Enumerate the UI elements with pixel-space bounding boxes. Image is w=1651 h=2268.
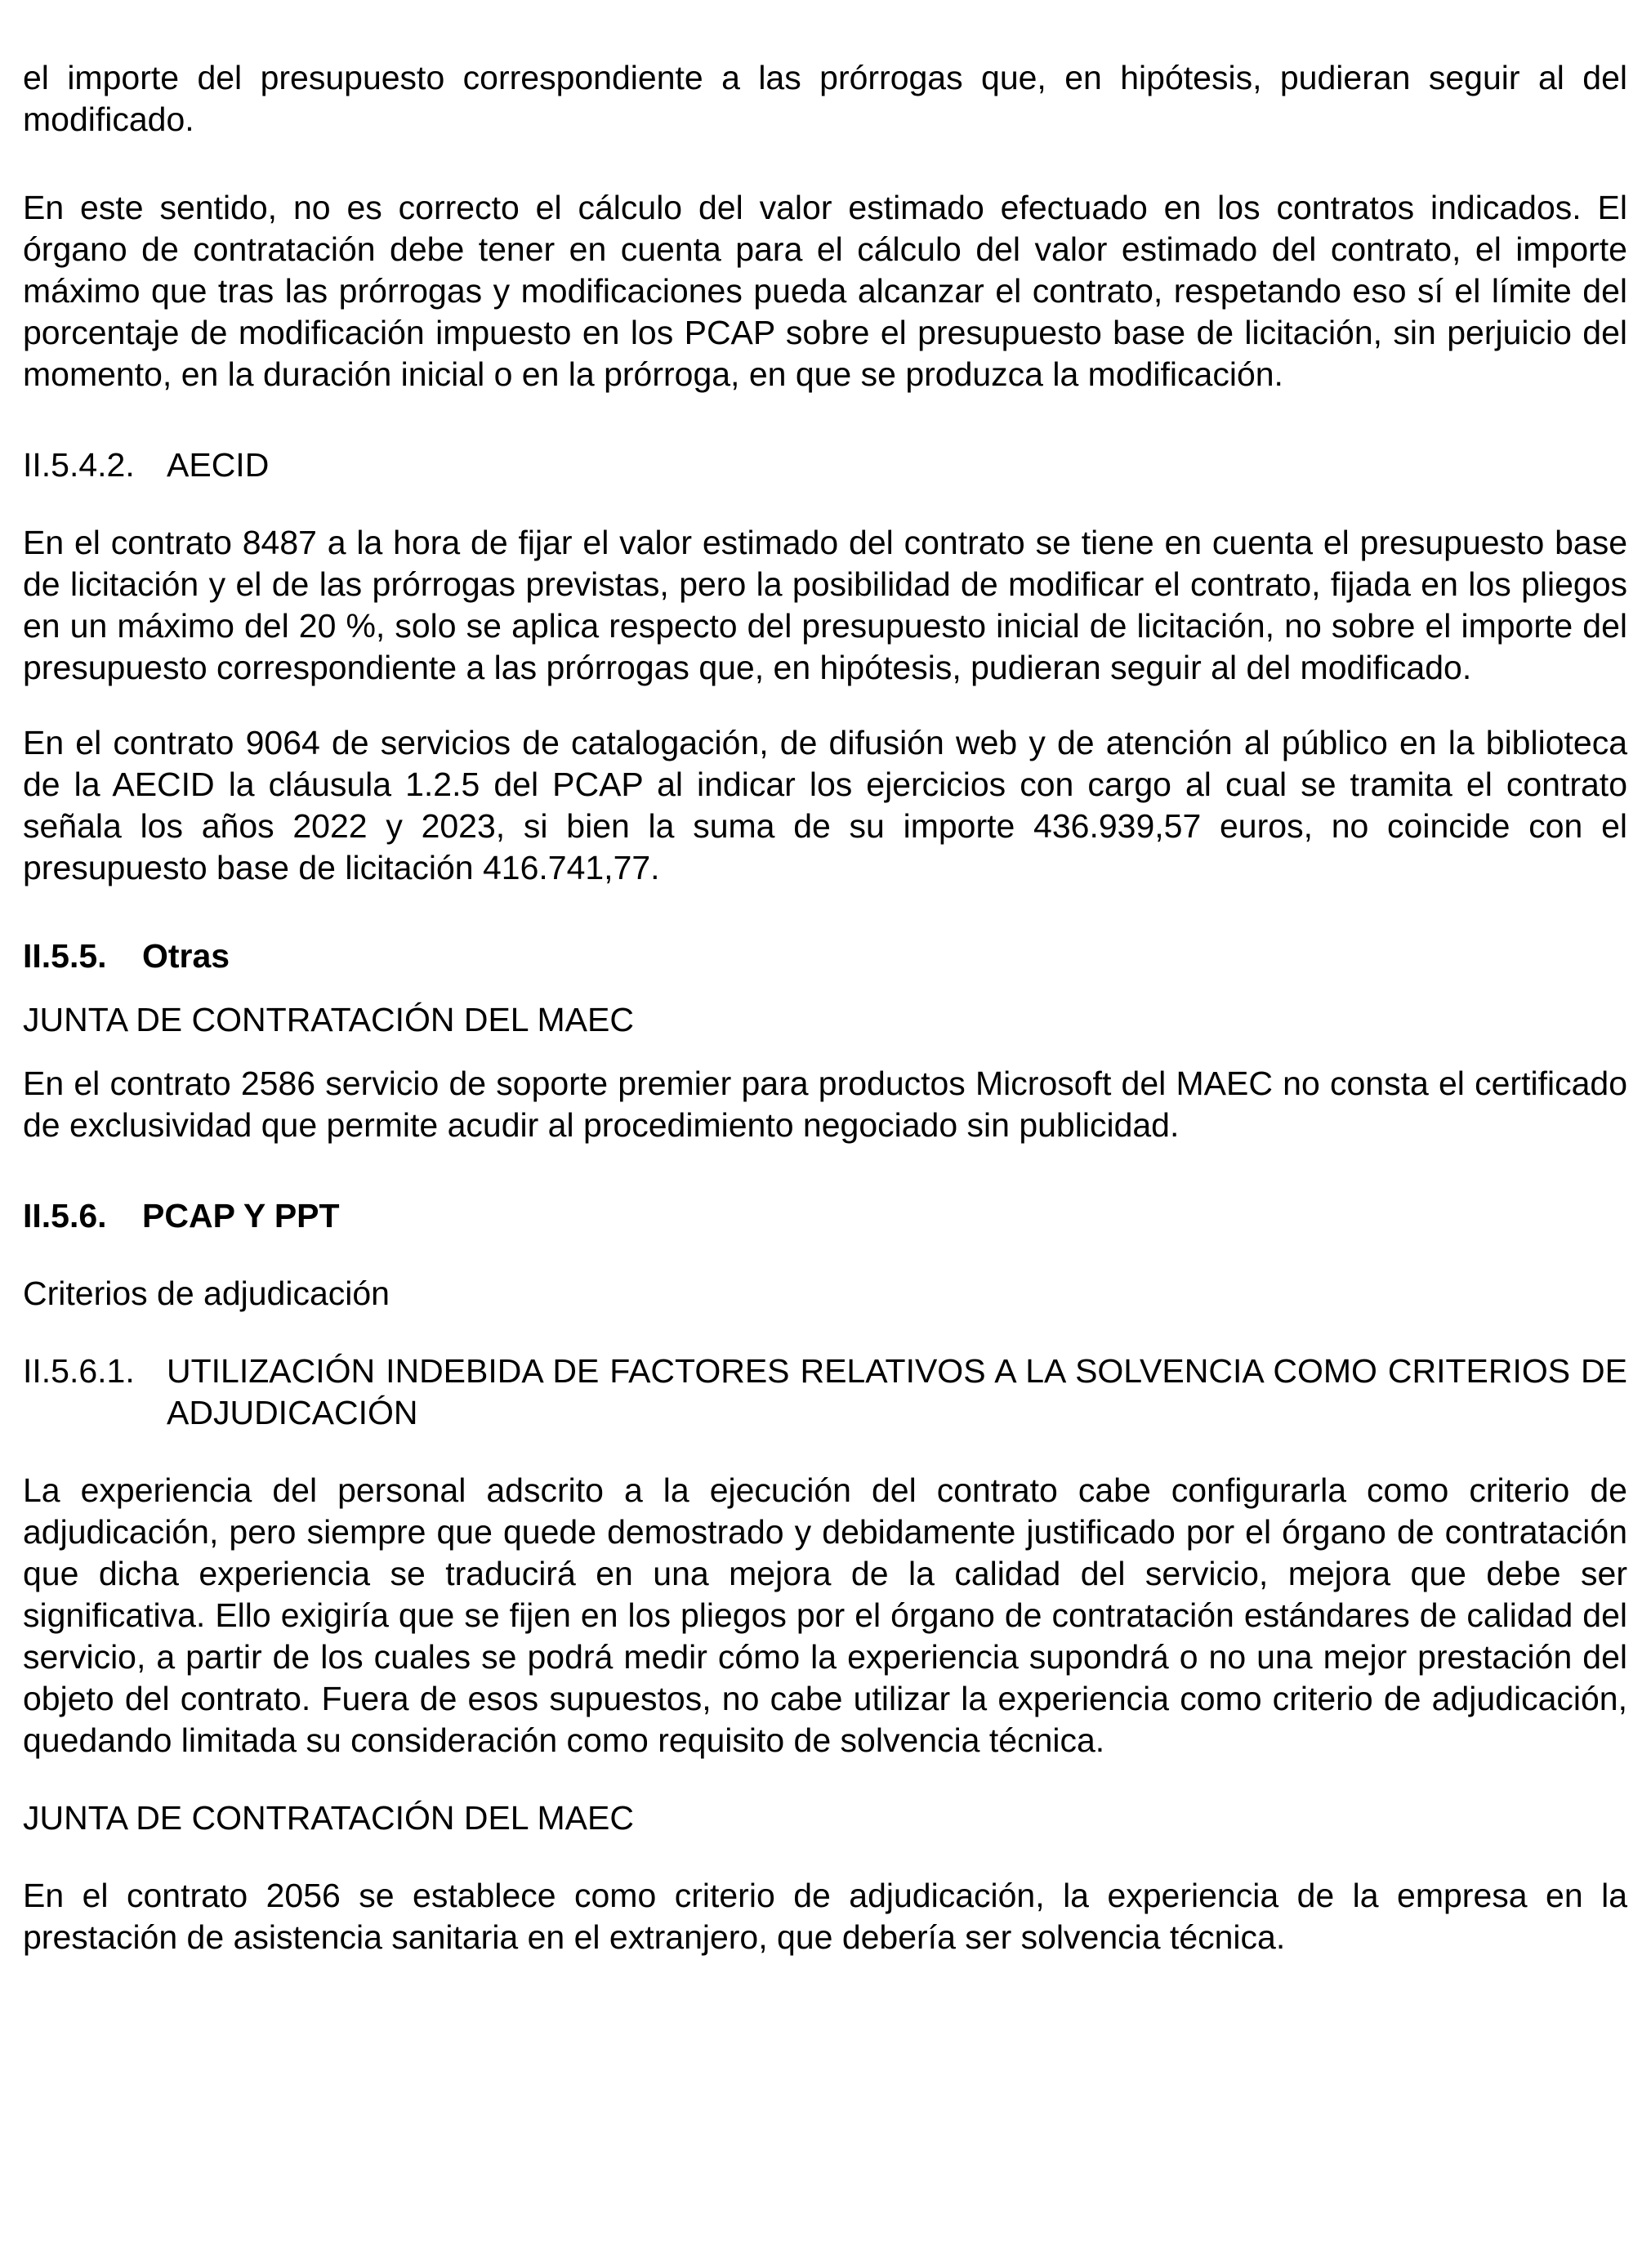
- paragraph-contrato-2586: En el contrato 2586 servicio de soporte premier para productos Microsoft del MAEC no consta el certificado de exclusividad que permite acudir al procedimiento negociado sin publicidad.: [23, 1065, 1627, 1144]
- section-title: PCAP Y PPT: [142, 1197, 340, 1234]
- section-title: UTILIZACIÓN INDEBIDA DE FACTORES RELATIVOS A LA SOLVENCIA COMO CRITERIOS DE ADJUDICACIÓN: [167, 1352, 1627, 1431]
- section-title: AECID: [167, 446, 270, 484]
- section-number: II.5.6.: [23, 1197, 107, 1234]
- subheading-criterios-adjudicacion: Criterios de adjudicación: [23, 1275, 390, 1312]
- paragraph-contrato-9064: En el contrato 9064 de servicios de catalogación, de difusión web y de atención al público en la biblioteca de la AECID la cláusula 1.2.5 del PCAP al indicar los ejercicios con cargo al cual se tramita el contrato señala los años 2022 y 2023, si bien la suma de su importe 436.939,57 euros, no coincide con el presupuesto base de licitación 416.741,77.: [23, 724, 1627, 886]
- paragraph-prorrogas-continuation: el importe del presupuesto correspondiente a las prórrogas que, en hipótesis, pudieran seguir al del modificado.: [23, 59, 1627, 138]
- paragraph-contrato-2056: En el contrato 2056 se establece como criterio de adjudicación, la experiencia de la empresa en la prestación de asistencia sanitaria en el extranjero, que debería ser solvencia técnica.: [23, 1877, 1627, 1956]
- section-heading-otras: [23, 935, 1627, 977]
- junta-contratacion-label: JUNTA DE CONTRATACIÓN DEL MAEC: [23, 1799, 634, 1837]
- section-number: II.5.6.1.: [23, 1352, 135, 1390]
- section-heading-utilizacion-indebida: [23, 1351, 1627, 1434]
- section-number: II.5.5.: [23, 937, 107, 975]
- paragraph-contrato-8487: En el contrato 8487 a la hora de fijar el valor estimado del contrato se tiene en cuenta el presupuesto base de licitación y el de las prórrogas previstas, pero la posibilidad de modificar el contrato, fijada en los pliegos en un máximo del 20 %, solo se aplica respecto del presupuesto inicial de licitación, no sobre el importe del presupuesto correspondiente a las prórrogas que, en hipótesis, pudieran seguir al del modificado.: [23, 524, 1627, 686]
- section-title: Otras: [142, 937, 230, 975]
- document-page: [23, 57, 1627, 1958]
- section-heading-aecid: [23, 444, 1627, 486]
- paragraph-experiencia-personal: La experiencia del personal adscrito a la ejecución del contrato cabe configurarla como criterio de adjudicación, pero siempre que quede demostrado y debidamente justificado por el órgano de contratación que dicha experiencia se traducirá en una mejora de la calidad del servicio, mejora que debe ser significativa. Ello exigiría que se fijen en los pliegos por el órgano de contratación estándares de calidad del servicio, a partir de los cuales se podrá medir cómo la experiencia supondrá o no una mejor prestación del objeto del contrato. Fuera de esos supuestos, no cabe utilizar la experiencia como criterio de adjudicación, quedando limitada su consideración como requisito de solvencia técnica.: [23, 1471, 1627, 1759]
- section-heading-pcap-ppt: [23, 1195, 1627, 1237]
- section-number: II.5.4.2.: [23, 446, 135, 484]
- junta-contratacion-label: JUNTA DE CONTRATACIÓN DEL MAEC: [23, 1001, 634, 1038]
- paragraph-calculo-valor-estimado: En este sentido, no es correcto el cálculo del valor estimado efectuado en los contratos indicados. El órgano de contratación debe tener en cuenta para el cálculo del valor estimado del contrato, el importe máximo que tras las prórrogas y modificaciones pueda alcanzar el contrato, respetando eso sí el límite del porcentaje de modificación impuesto en los PCAP sobre el presupuesto base de licitación, sin perjuicio del momento, en la duración inicial o en la prórroga, en que se produzca la modificación.: [23, 189, 1627, 393]
